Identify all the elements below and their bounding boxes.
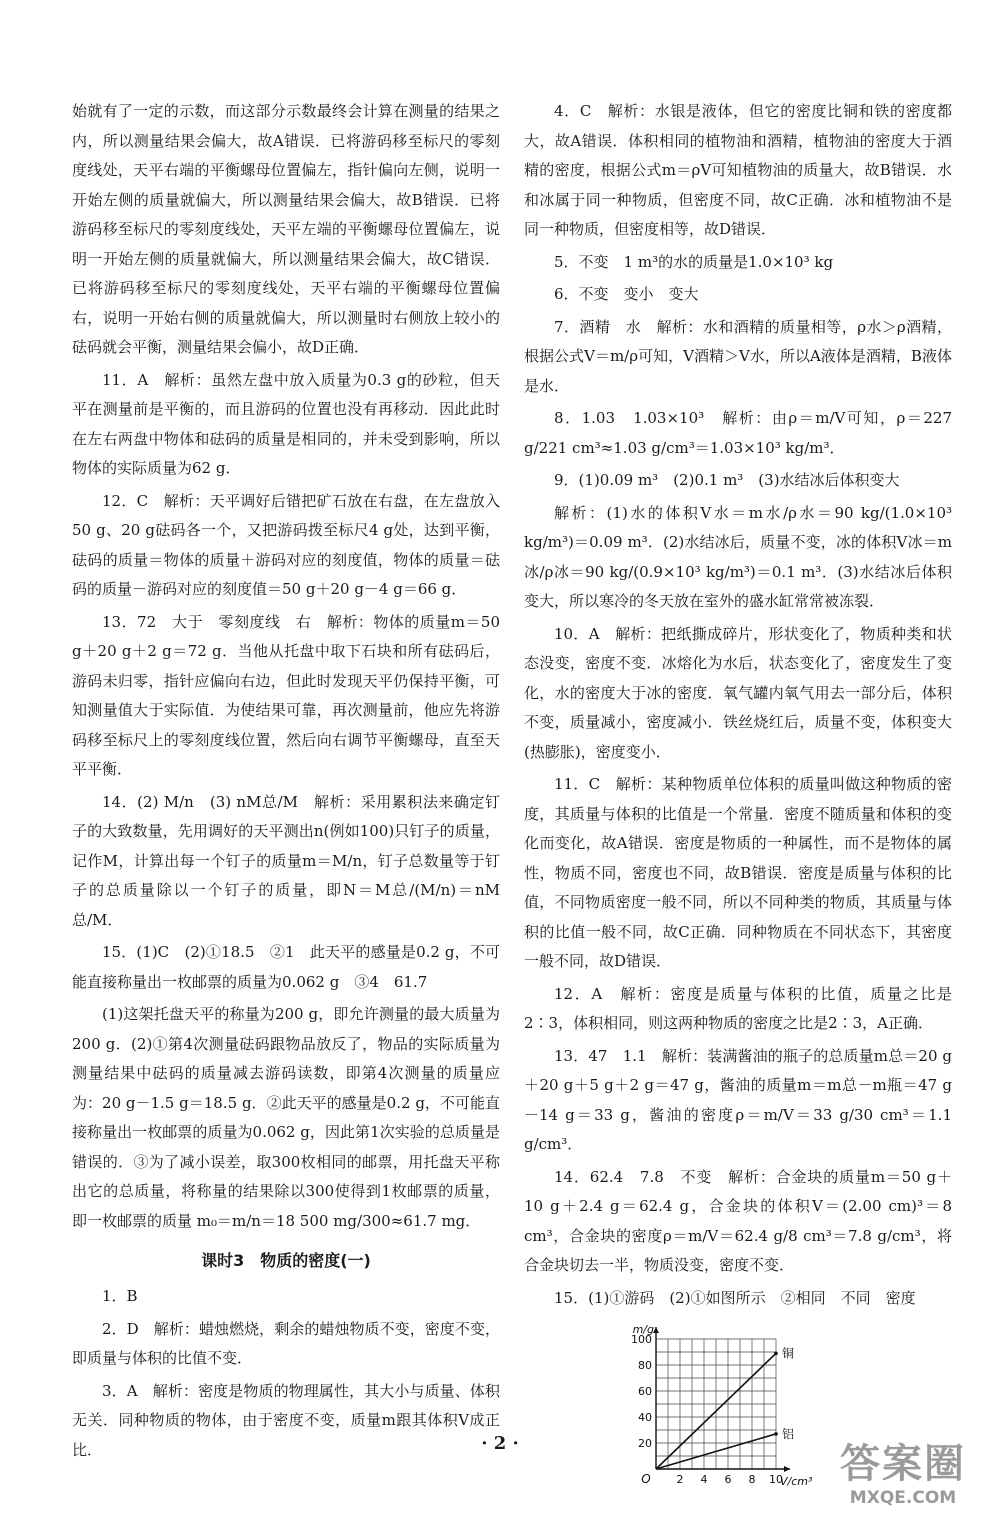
watermark-logo bbox=[828, 1440, 978, 1518]
section-answer-2: 2．D 解析：蜡烛燃烧，剩余的蜡烛物质不变，密度不变，即质量与体积的比值不变． bbox=[72, 1319, 500, 1367]
mass-volume-svg bbox=[622, 1323, 812, 1513]
answer-11-right: 11．C 解析：某种物质单位体积的质量叫做这种物质的密度，其质量与体积的比值是一个常量．密度不随质量和体积的变化而变化，故A错误．密度是物质的一种属性，而不是物体的属性，物质不同，密度也不同，故B错误．密度是质量与体积的比值，不同物质密度一般不同，所以不同种类的物质，其质量与体积的比值一般不同，故C正确．同种物质在不同状态下，其密度一般不同，故D错误． bbox=[524, 775, 952, 970]
section-answer-3: 3．A 解析：密度是物质的物理属性，其大小与质量、体积无关．同种物质的物体，由于密度不变，质量m跟其体积V成正比． bbox=[72, 1381, 500, 1459]
x-tick-label: 2 bbox=[676, 1473, 684, 1486]
y-axis-label: m/g bbox=[632, 1323, 654, 1336]
answer-7: 7．酒精 水 解析：水和酒精的质量相等，ρ水＞ρ酒精，根据公式V＝m/ρ可知，V酒精＞V水，所以A液体是酒精，B液体是水． bbox=[524, 317, 952, 395]
x-axis-label: V/cm³ bbox=[780, 1475, 812, 1488]
y-tick-label: 60 bbox=[638, 1385, 652, 1398]
answer-12: 12．C 解析：天平调好后错把矿石放在右盘，在左盘放入50 g、20 g砝码各一个，又把游码拨至标尺4 g处，达到平衡，砝码的质量＝物体的质量＋游码对应的刻度值，物体的质量＝砝码的质量－游码对应的刻度值＝50 g＋20 g－4 g＝66 g． bbox=[72, 491, 500, 598]
section-answer-1: 1．B bbox=[102, 1287, 138, 1305]
answer-9: 9．(1)0.09 m³ (2)0.1 m³ (3)水结冰后体积变大 bbox=[554, 471, 900, 489]
origin-label: O bbox=[641, 1472, 651, 1486]
section-title: 课时3 物质的密度(一) bbox=[201, 1251, 371, 1270]
page-number: · 2 · bbox=[481, 1433, 519, 1454]
x-tick-label: 6 bbox=[724, 1473, 732, 1486]
left-column bbox=[72, 97, 500, 1468]
x-tick-label: 4 bbox=[700, 1473, 708, 1486]
answer-15-right: 15．(1)①游码 (2)①如图所示 ②相同 不同 密度 bbox=[554, 1288, 916, 1307]
answer-12-right: 12．A 解析：密度是质量与体积的比值，质量之比是2∶3，体积相同，则这两种物质的密度之比是2∶3，A正确． bbox=[524, 984, 952, 1032]
answer-9-explanation: 解析：(1)水的体积V水＝m水/ρ水＝90 kg/(1.0×10³ kg/m³)＝0.09 m³．(2)水结冰后，质量不变，冰的体积V冰＝m冰/ρ冰＝90 kg/(0.9×10³ kg/m³)＝0.1 m³．(3)水结冰后体积变大，所以寒冷的冬天放在室外的盛水缸常常被冻裂． bbox=[524, 503, 952, 610]
series-label-0: 铜 bbox=[782, 1346, 795, 1361]
series-label-1: 铝 bbox=[782, 1426, 795, 1441]
answer-5: 5．不变 1 m³的水的质量是1.0×10³ kg bbox=[554, 252, 834, 271]
answer-8: 8．1.03 1.03×10³ 解析：由ρ＝m/V可知，ρ＝227 g/221 cm³≈1.03 g/cm³＝1.03×10³ kg/m³． bbox=[524, 409, 952, 457]
answer-14: 14．(2) M/n (3) nM总/M 解析：采用累积法来确定钉子的大致数量，先用调好的天平测出n(例如100)只钉子的质量，记作M，计算出每一个钉子的质量m＝M/n，钉子总数量等于钉子的总质量除以一个钉子的质量，即N＝M总/(M/n)＝nM总/M． bbox=[72, 792, 500, 929]
answer-14-right: 14．62.4 7.8 不变 解析：合金块的质量m＝50 g＋10 g＋2.4 g＝62.4 g，合金块的体积V＝(2.00 cm)³＝8 cm³，合金块的密度ρ＝m/V＝62.4 g/8 cm³＝7.8 g/cm³，将合金块切去一半，物质没变，密度不变． bbox=[524, 1167, 952, 1274]
mass-volume-chart bbox=[622, 1323, 812, 1513]
y-tick-label: 100 bbox=[631, 1333, 652, 1346]
y-tick-label: 20 bbox=[638, 1437, 652, 1450]
x-tick-label: 10 bbox=[769, 1473, 783, 1486]
y-tick-label: 80 bbox=[638, 1359, 652, 1372]
answer-13: 13．72 大于 零刻度线 右 解析：物体的质量m＝50 g＋20 g＋2 g＝72 g．当他从托盘中取下石块和所有砝码后，游码未归零，指针应偏向右边，但此时发现天平仍保持平衡，可知测量值大于实际值．为使结果可靠，再次测量前，他应先将游码移至标尺上的零刻度线位置，然后向右调节平衡螺母，直至天平平衡． bbox=[72, 612, 500, 778]
series-end-point-0 bbox=[774, 1352, 778, 1356]
x-tick-label: 8 bbox=[748, 1473, 756, 1486]
answer-6: 6．不变 变小 变大 bbox=[554, 285, 699, 303]
answer-13-right: 13．47 1.1 解析：装满酱油的瓶子的总质量m总＝20 g＋20 g＋5 g＋2 g＝47 g，酱油的质量m＝m总－m瓶＝47 g－14 g＝33 g，酱油的密度ρ＝m/V＝33 g/30 cm³＝1.1 g/cm³． bbox=[524, 1046, 952, 1153]
answer-4: 4．C 解析：水银是液体，但它的密度比铜和铁的密度都大，故A错误．体积相同的植物油和酒精，植物油的密度大于酒精的密度，根据公式m＝ρV可知植物油的质量大，故B错误．水和冰属于同一种物质，但密度不同，故C正确．冰和植物油不是同一种物质，但密度相等，故D错误． bbox=[524, 102, 952, 238]
answer-15-explanation: (1)这架托盘天平的称量为200 g，即允许测量的最大质量为200 g．(2)①第4次测量砝码跟物品放反了，物品的实际质量为测量结果中砝码的质量减去游码读数，即第4次测量的质量应为：20 g－1.5 g＝18.5 g．②此天平的感量是0.2 g，不可能直接称量出一枚邮票的质量为0.062 g，因此第1次实验的总质量是错误的．③为了减小误差，取300枚相同的邮票，用托盘天平称出它的总质量，将称量的结果除以300使得到1枚邮票的质量，即一枚邮票的质量 m₀＝m/n＝18 500 mg/300≈61.7 mg． bbox=[72, 1005, 500, 1230]
right-column bbox=[524, 97, 952, 1513]
watermark-url: MXQE.COM bbox=[849, 1488, 957, 1508]
x-axis-arrow bbox=[784, 1466, 790, 1472]
y-tick-label: 40 bbox=[638, 1411, 652, 1424]
answer-15: 15．(1)C (2)①18.5 ②1 此天平的感量是0.2 g，不可能直接称量出一枚邮票的质量为0.062 g ③4 61.7 bbox=[72, 943, 500, 991]
answer-10: 10．A 解析：把纸撕成碎片，形状变化了，物质种类和状态没变，密度不变．冰熔化为水后，状态变化了，密度发生了变化，水的密度大于冰的密度．氧气罐内氧气用去一部分后，体积不变，质量减小，密度减小．铁丝烧红后，质量不变，体积变大(热膨胀)，密度变小． bbox=[524, 624, 952, 761]
watermark-text: 答案圈 bbox=[840, 1441, 966, 1487]
continuation-paragraph: 始就有了一定的示数，而这部分示数最终会计算在测量的结果之内，所以测量结果会偏大，故A错误．已将游码移至标尺的零刻度线处，天平右端的平衡螺母位置偏左，指针偏向左侧，说明一开始左侧的质量就偏大，所以测量结果会偏大，故B错误．已将游码移至标尺的零刻度线处，天平左端的平衡螺母位置偏左，说明一开始左侧的质量就偏大，所以测量结果会偏大，故C错误．已将游码移至标尺的零刻度线处，天平右端的平衡螺母位置偏右，说明一开始右侧的质量就偏大，所以测量时右侧放上较小的砝码就会平衡，测量结果会偏小，故D正确． bbox=[72, 102, 500, 356]
answer-11: 11．A 解析：虽然左盘中放入质量为0.3 g的砂粒，但天平在测量前是平衡的，而且游码的位置也没有再移动．因此此时在左右两盘中物体和砝码的质量是相同的，并未受到影响，所以物体的实际质量为62 g． bbox=[72, 370, 500, 477]
